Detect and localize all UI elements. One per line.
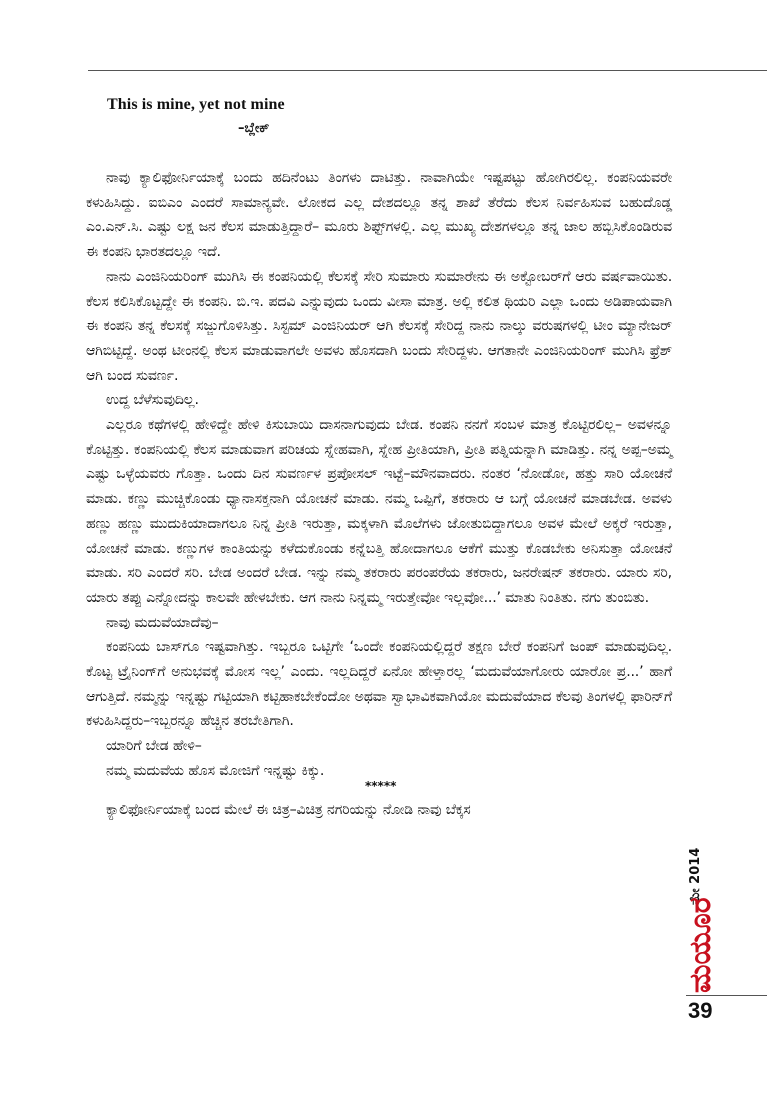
issue-date: ಮೇ 2014 bbox=[688, 847, 703, 905]
epigraph-attribution: –ಬ್ಲೇಕ್ bbox=[238, 121, 270, 136]
page-number-divider bbox=[686, 995, 767, 996]
paragraph: ನಾವು ಮದುವೆಯಾದೆವು– bbox=[106, 614, 219, 631]
paragraph: ನಮ್ಮ ಮದುವೆಯ ಹೊಸ ಮೋಜಿಗೆ ಇನ್ನಷ್ಟು ಕಿಕ್ಕು. bbox=[106, 762, 325, 779]
paragraph: ಎಲ್ಲರೂ ಕಥೆಗಳಲ್ಲಿ ಹೇಳಿದ್ದೇ ಹೇಳಿ ಕಿಸುಬಾಯಿ ದಾಸನಾಗುವುದು ಬೇಡ. ಕಂಪನಿ ನನಗೆ ಸಂಬಳ ಮಾತ್ರ ಕೊಟ್ಟಿರಲಿಲ್ಲ– ಅವಳನ್ನೂ ಕೊಟ್ಟಿತ್ತು. ಕಂಪನಿಯಲ್ಲಿ ಕೆಲಸ ಮಾಡುವಾಗ ಪರಿಚಯ ಸ್ನೇಹವಾಗಿ, ಸ್ನೇಹ ಪ್ರೀತಿಯಾಗಿ, ಪ್ರೀತಿ ಪತ್ನಿಯನ್ನಾಗಿ ಮಾಡಿತ್ತು. ನನ್ನ ಅಪ್ಪ–ಅಮ್ಮ ಎಷ್ಟು ಒಳ್ಳೆಯವರು ಗೊತ್ತಾ. ಒಂದು ದಿನ ಸುವರ್ಣಳ ಪ್ರಪೋಸಲ್ ಇಟ್ಟೆ–ಮೌನವಾದರು. ನಂತರ ‘ನೋಡೋ, ಹತ್ತು ಸಾರಿ ಯೋಚನೆ ಮಾಡು. ಕಣ್ಣು ಮುಚ್ಚಿಕೊಂಡು ಧ್ಯಾನಾಸಕ್ತನಾಗಿ ಯೋಚನೆ ಮಾಡು. ನಮ್ಮ ಒಪ್ಪಿಗೆ, ತಕರಾರು ಆ ಬಗ್ಗೆ ಯೋಚನೆ ಮಾಡಬೇಡ. ಅವಳು ಹಣ್ಣು ಹಣ್ಣು ಮುದುಕಿಯಾದಾಗಲೂ ನಿನ್ನ ಪ್ರೀತಿ ಇರುತ್ತಾ, ಮಕ್ಕಳಾಗಿ ಮೊಲೆಗಳು ಜೋತುಬಿದ್ದಾಗಲೂ ಅವಳ ಮೇಲೆ ಅಕ್ಕರೆ ಇರುತ್ತಾ, ಯೋಚನೆ ಮಾಡು. ಕಣ್ಣುಗಳ ಕಾಂತಿಯನ್ನು ಕಳೆದುಕೊಂಡು ಕನ್ನೆಬತ್ತಿ ಹೋದಾಗಲೂ ಆಕೆಗೆ ಮುತ್ತು ಕೊಡಬೇಕು ಅನಿಸುತ್ತಾ ಯೋಚನೆ ಮಾಡು. ಸರಿ ಎಂದರೆ ಸರಿ. ಬೇಡ ಅಂದರೆ ಬೇಡ. ಇನ್ನು ನಮ್ಮ ತಕರಾರು ಪರಂಪರೆಯ ತಕರಾರು, ಜನರೇಷನ್ ತಕರಾರು. ಯಾರು ಸರಿ, ಯಾರು ತಪ್ಪು ಎನ್ನೋದನ್ನು ಕಾಲವೇ ಹೇಳಬೇಕು. ಆಗ ನಾನು ನಿನ್ನಮ್ಮ ಇರುತ್ತೇವೋ ಇಲ್ಲವೋ...’ ಮಾತು ನಿಂತಿತು. ನಗು ತುಂಬಿತು. bbox=[86, 417, 672, 606]
section-separator: ***** bbox=[365, 778, 397, 793]
closing-line: ಕ್ಯಾಲಿಫೋರ್ನಿಯಾಕ್ಕೆ ಬಂದ ಮೇಲೆ ಈ ಚಿತ್ರ–ವಿಚಿತ್ರ ನಗರಿಯನ್ನು ನೋಡಿ ನಾವು ಬೆಕ್ಕಸ bbox=[106, 801, 471, 818]
article-body bbox=[86, 166, 672, 822]
epigraph-quote: This is mine, yet not mine bbox=[107, 96, 285, 113]
page-number: 39 bbox=[688, 998, 713, 1023]
paragraph: ಕಂಪನಿಯ ಬಾಸ್‌ಗೂ ಇಷ್ಟವಾಗಿತ್ತು. ಇಬ್ಬರೂ ಒಟ್ಟಿಗೇ ‘ಒಂದೇ ಕಂಪನಿಯಲ್ಲಿದ್ದರೆ ತಕ್ಷಣ ಬೇರೆ ಕಂಪನಿಗೆ ಜಂಪ್ ಮಾಡುವುದಿಲ್ಲ. ಕೊಟ್ಟ ಟ್ರೈನಿಂಗ್‌ಗೆ ಅನುಭವಕ್ಕೆ ಮೋಸ ಇಲ್ಲ’ ಎಂದು. ಇಲ್ಲದಿದ್ದರೆ ಏನೋ ಹೇಳ್ತಾರಲ್ಲ ‘ಮದುವೆಯಾಗೋರು ಯಾರೋ ಪ್ರ...’ ಹಾಗೆ ಆಗುತ್ತಿದೆ. ನಮ್ಮನ್ನು ಇನ್ನಷ್ಟು ಗಟ್ಟಿಯಾಗಿ ಕಟ್ಟಿಹಾಕಬೇಕೆಂದೋ ಅಥವಾ ಸ್ವಾಭಾವಿಕವಾಗಿಯೋ ಮದುವೆಯಾದ ಕೆಲವು ತಿಂಗಳಲ್ಲಿ ಫಾರಿನ್‌ಗೆ ಕಳುಹಿಸಿದ್ದರು–ಇಬ್ಬರನ್ನೂ ಹೆಚ್ಚಿನ ತರಬೇತಿಗಾಗಿ. bbox=[86, 639, 672, 730]
paragraph: ಉದ್ದ ಬೆಳೆಸುವುದಿಲ್ಲ. bbox=[106, 392, 199, 409]
paragraph: ನಾವು ಕ್ಯಾಲಿಫೋರ್ನಿಯಾಕ್ಕೆ ಬಂದು ಹದಿನೆಂಟು ತಿಂಗಳು ದಾಟಿತ್ತು. ನಾವಾಗಿಯೇ ಇಷ್ಟಪಟ್ಟು ಹೋಗಿರಲಿಲ್ಲ. ಕಂಪನಿಯವರೇ ಕಳುಹಿಸಿದ್ದು. ಐಬಿಎಂ ಎಂದರೆ ಸಾಮಾನ್ಯವೇ. ಲೋಕದ ಎಲ್ಲ ದೇಶದಲ್ಲೂ ತನ್ನ ಶಾಖೆ ತೆರೆದು ಕೆಲಸ ನಿರ್ವಹಿಸುವ ಬಹುದೊಡ್ಡ ಎಂ.ಎನ್.ಸಿ. ಎಷ್ಟು ಲಕ್ಷ ಜನ ಕೆಲಸ ಮಾಡುತ್ತಿದ್ದಾರೆ– ಮೂರು ಶಿಫ್ಟ್‌ಗಳಲ್ಲಿ. ಎಲ್ಲ ಮುಖ್ಯ ದೇಶಗಳಲ್ಲೂ ತನ್ನ ಜಾಲ ಹಬ್ಬಿಸಿಕೊಂಡಿರುವ ಈ ಕಂಪನಿ ಭಾರತದಲ್ಲೂ ಇದೆ. bbox=[86, 170, 672, 261]
paragraph: ನಾನು ಎಂಜಿನಿಯರಿಂಗ್ ಮುಗಿಸಿ ಈ ಕಂಪನಿಯಲ್ಲಿ ಕೆಲಸಕ್ಕೆ ಸೇರಿ ಸುಮಾರು ಸುಮಾರೇನು ಈ ಅಕ್ಟೋಬರ್‌ಗೆ ಆರು ವರ್ಷವಾಯಿತು. ಕೆಲಸ ಕಲಿಸಿಕೊಟ್ಟದ್ದೇ ಈ ಕಂಪನಿ. ಬಿ.ಇ. ಪದವಿ ಎನ್ನುವುದು ಒಂದು ವೀಸಾ ಮಾತ್ರ. ಅಲ್ಲಿ ಕಲಿತ ಥಿಯರಿ ಎಲ್ಲಾ ಒಂದು ಅಡಿಪಾಯವಾಗಿ ಈ ಕಂಪನಿ ತನ್ನ ಕೆಲಸಕ್ಕೆ ಸಜ್ಜುಗೊಳಿಸಿತ್ತು. ಸಿಸ್ಟಮ್ ಎಂಜಿನಿಯರ್ ಆಗಿ ಕೆಲಸಕ್ಕೆ ಸೇರಿದ್ದ ನಾನು ನಾಲ್ಕು ವರುಷಗಳಲ್ಲಿ ಟೀಂ ಮ್ಯಾನೇಜರ್ ಆಗಿಬಿಟ್ಟಿದ್ದೆ. ಅಂಥ ಟೀಂನಲ್ಲಿ ಕೆಲಸ ಮಾಡುವಾಗಲೇ ಅವಳು ಹೊಸದಾಗಿ ಬಂದು ಸೇರಿದ್ದಳು. ಆಗತಾನೇ ಎಂಜಿನಿಯರಿಂಗ್ ಮುಗಿಸಿ ಫ್ರೆಶ್ ಆಗಿ ಬಂದ ಸುವರ್ಣ. bbox=[86, 268, 672, 384]
magazine-name: ಮಯೂರ bbox=[683, 897, 718, 993]
top-divider bbox=[88, 70, 767, 71]
paragraph: ಯಾರಿಗೆ ಬೇಡ ಹೇಳಿ– bbox=[106, 738, 202, 755]
